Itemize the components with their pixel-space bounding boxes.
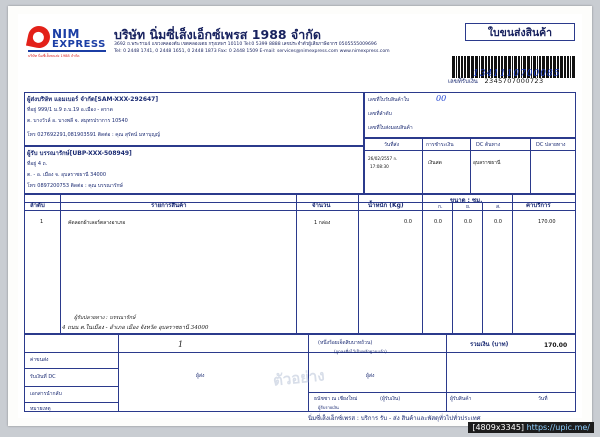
footer-label-shipping: ค่าขนส่ง [30, 357, 49, 363]
nim-express-logo [28, 24, 106, 62]
logo-divider [28, 50, 106, 52]
receipt-value-1: 00 [436, 94, 447, 103]
total-words-sub: (ถูกลงชื่อไว้เป็นหลักฐานแล้ว) [334, 349, 387, 354]
date-label: วันที่ [538, 396, 548, 402]
company-address-line1: 3692 ถ.พระราม4 แขวงคลองตัน เขตคลองเตย กรุงเทพฯ 10110 Tel:0 5399 8888 เลขประจำตัวผู้เสียภาษีอากร 0505555009696 [114, 42, 377, 47]
row-charge: 170.00 [538, 219, 556, 225]
footer-col-divider-3 [446, 334, 447, 412]
items-col-divider-weight [422, 194, 423, 334]
items-col-divider-desc [296, 194, 297, 334]
footer-row-divider-1 [24, 352, 576, 353]
receipt-number-label: เลขที่รับเงิน [448, 78, 478, 85]
items-header-sub-divider [24, 202, 576, 203]
sender-line1: ที่อยู่ 999/1 ม.9 ถ.บ.19 อ.เมือง - ดราด [27, 107, 113, 113]
footer-label-dc-payment: รับเงินที่ DC [30, 374, 56, 380]
items-col-divider-dim3 [512, 194, 513, 334]
row-qty: 1 กล่อง [314, 220, 331, 226]
items-header-divider [24, 210, 576, 211]
total-value: 170.00 [544, 342, 568, 349]
footer-row-divider-3 [24, 386, 118, 387]
box-quantity-handwritten: 1 [178, 340, 184, 349]
receiver-line1: ที่อยู่ 4 ถ. [27, 161, 48, 167]
meta-value-dc-origin: อุบลราชธานี [473, 160, 501, 166]
watermark: ตัวอย่าง [272, 366, 326, 390]
meta-value-time: 17:08:30 [370, 164, 389, 169]
company-title: บริษัท นิ่มซี่เส็งเอ็กซ์เพรส 1988 จำกัด [114, 27, 321, 42]
receiver-line2: ต. - อ. เมือง จ. อุบลราชธานี 34000 [27, 172, 107, 178]
items-header-qty: จำนวน [312, 202, 331, 209]
logo-tagline: บริษัท นิ่มซี่เส็งขนส่ง 1988 จำกัด [28, 54, 80, 58]
footer-label-return-doc: เอกสารนำกลับ [30, 391, 62, 397]
footer-row-divider-2 [24, 368, 118, 369]
items-header-no: ลำดับ [30, 202, 45, 209]
row-dim-h: 0.0 [494, 219, 502, 225]
footer-label-remark: หมายเหตุ [30, 406, 51, 412]
total-words: (หนึ่งร้อยเจ็ดสิบบาทถ้วน) [318, 340, 373, 346]
delivery-note-address: 4 ถนน ต.ในเมือง - อำเภอ เมือง จังหวัด อุบลราชธานี 34000 [62, 325, 209, 331]
barcode-number: 2345707000723 [484, 77, 544, 85]
meta-header-dc-origin: DC ต้นทาง [476, 142, 501, 148]
receiver-line3: โทร 0897200753 ติดต่อ : คุณ บรรณารักษ์ [27, 183, 123, 189]
items-table [24, 194, 576, 334]
receiver-heading: ผู้รับ บรรณารักษ์[UBP-XXX-508949] [27, 150, 132, 157]
row-description: คัดลอกผ้าเลอร์ตลางอาเภอ [68, 220, 126, 226]
cashier-role-label: ผู้รับรายเงิน [318, 405, 339, 410]
receipt-label-3: เลขที่ใบส่งมอบสินค้า [368, 125, 413, 131]
sender-heading: ผู้ส่งบริษัท แอมเบอร์ จำกัด[SAM-XXX-292647] [27, 96, 159, 103]
items-header-dim-w: ก. [438, 204, 443, 210]
meta-value-payment: เงินสด [428, 160, 442, 166]
receiver-sign-label: ผู้รับสินค้า [450, 396, 472, 402]
meta-header-payment: การชำระเงิน [426, 142, 454, 148]
footer-row-divider-5 [308, 392, 576, 393]
footer-col-divider-1 [118, 334, 119, 412]
meta-header-dc-dest: DC ปลายทาง [536, 142, 566, 148]
items-header-dim-l: ย. [466, 204, 471, 210]
items-header-charge: ค่าบริการ [526, 202, 551, 209]
items-col-divider-qty [358, 194, 359, 334]
footer-note: นิ่มซี่เส็งเอ็กซ์เพรส : บริการ รับ - ส่ง สินค้าและพัสดุทั่วไปทั่วประเทศ [308, 415, 481, 422]
delivery-note-label: ผู้รับปลายทาง : บรรณารักษ์ [74, 315, 136, 321]
items-col-divider-dim1 [452, 202, 453, 334]
sign-label-sender: ผู้ส่ง [196, 373, 205, 379]
logo-express-text: EXPRESS [52, 39, 106, 50]
items-header-dim-h: ส. [496, 204, 501, 210]
receipt-label-2: เลขที่ลำดับ [368, 111, 392, 117]
meta-table-col-divider-1 [422, 138, 423, 194]
barcode-handwritten-number: 1341110700085 [473, 69, 561, 79]
items-header-desc: รายการสินค้า [151, 202, 187, 209]
viewer-footer [468, 422, 594, 433]
meta-value-date: 26/02/2557 ก. [368, 156, 398, 161]
waybill-sheet [18, 14, 582, 422]
row-dim-w: 0.0 [434, 219, 442, 225]
meta-table-col-divider-2 [470, 138, 471, 194]
items-header-size: ขนาด : ซม. [450, 197, 483, 204]
logo-nim-text: NIM [52, 27, 80, 41]
logo-swoosh-icon [26, 24, 52, 50]
receipt-label-1: เลขที่ใบรับสินค้าใบ [368, 97, 410, 103]
total-label: รวมเงิน (บาท) [470, 341, 509, 348]
items-header-weight: น้ำหนัก (Kg) [368, 202, 404, 209]
row-dim-l: 0.0 [464, 219, 472, 225]
viewer-url: https://upic.me/ [526, 423, 590, 432]
items-col-divider-no [60, 194, 61, 334]
sender-line2: ต. บางวัวล์ อ. บางพลี จ. สมุทรปราการ 10540 [27, 118, 128, 124]
meta-header-date: วันที่ส่ง [384, 142, 400, 148]
viewer-dimensions: [4809x3345] [472, 423, 525, 432]
receive-money-label: (ผู้รับเงิน) [380, 396, 401, 402]
scanned-document-canvas [8, 6, 592, 426]
row-weight: 0.0 [404, 219, 412, 225]
sender-line3: โทร 027692291,081903591 ติดต่อ : คุณ สุรัตน์ มหาบุญญ์ [27, 132, 160, 138]
company-address-line2: Tel: 0 2448 1741, 0 2448 1651, 0 2448 1873 Fax: 0 2448 1509 E-mail: services@nimexpress.com www.nimexpress.com [114, 49, 390, 54]
document-type-badge: ใบขนส่งสินค้า [465, 23, 575, 41]
sign-label-receiver: ผู้ส่ง [366, 373, 375, 379]
meta-table-col-divider-3 [530, 138, 531, 194]
cashier-label: ธนัชชา ณ เชียงใหม่ [314, 396, 358, 402]
items-col-divider-dim2 [482, 202, 483, 334]
row-no: 1 [40, 219, 44, 225]
footer-row-divider-4 [24, 402, 118, 403]
